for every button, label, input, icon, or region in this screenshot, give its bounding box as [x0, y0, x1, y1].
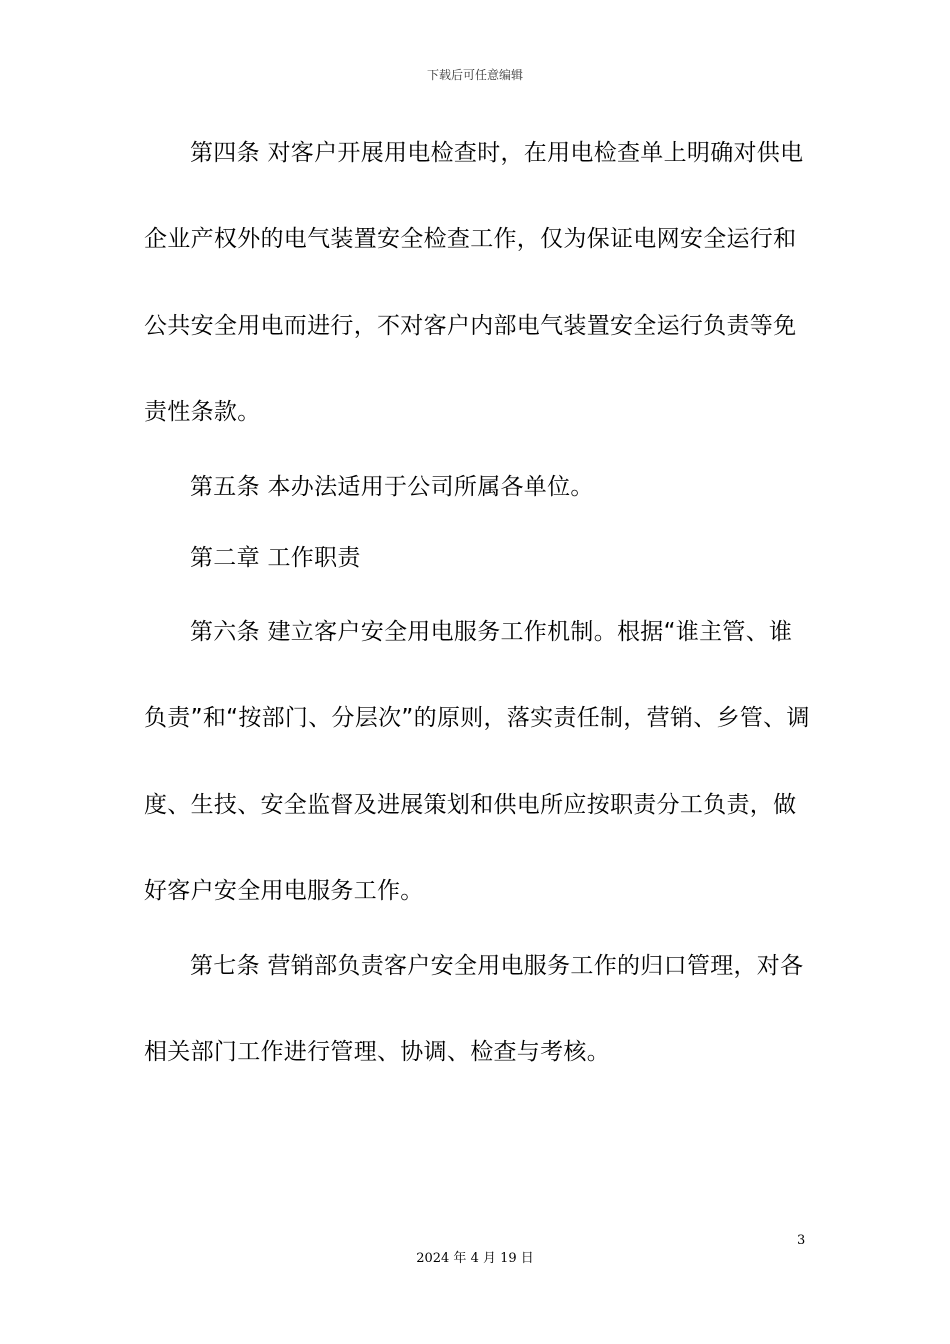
paragraph-line: 度、生技、安全监督及进展策划和供电所应按职责分工负责，做: [144, 792, 797, 818]
paragraph-line: 第七条 营销部负责客户安全用电服务工作的归口管理，对各: [190, 953, 804, 979]
paragraph-line: 公共安全用电而进行，不对客户内部电气装置安全运行负责等免: [144, 313, 797, 339]
page-number: 3: [797, 1233, 806, 1248]
paragraph-line: 好客户安全用电服务工作。: [144, 878, 424, 904]
chapter-heading: 第二章 工作职责: [190, 545, 361, 571]
paragraph-line: 责性条款。: [144, 399, 261, 425]
paragraph-line: 第六条 建立客户安全用电服务工作机制。根据“谁主管、谁: [190, 619, 793, 645]
footer-date: 2024 年 4 月 19 日: [416, 1251, 534, 1266]
paragraph-line: 第四条 对客户开展用电检查时，在用电检查单上明确对供电: [190, 140, 804, 166]
paragraph-line: 负责”和“按部门、分层次”的原则，落实责任制，营销、乡管、调: [144, 705, 810, 731]
paragraph-line: 相关部门工作进行管理、协调、检查与考核。: [144, 1039, 610, 1065]
paragraph-line: 第五条 本办法适用于公司所属各单位。: [190, 474, 594, 500]
paragraph-line: 企业产权外的电气装置安全检查工作，仅为保证电网安全运行和: [144, 226, 797, 252]
page-header: 下载后可任意编辑: [426, 68, 523, 82]
